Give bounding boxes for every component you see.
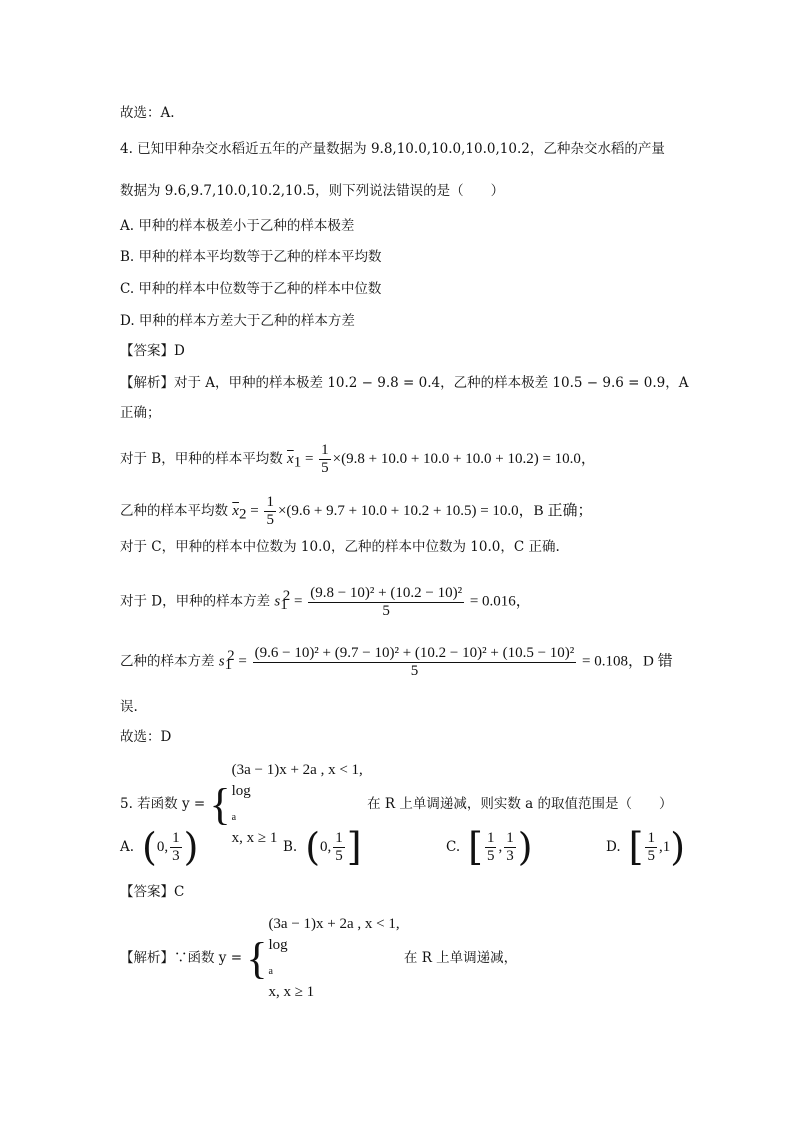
text: 5. 若函数 y =: [120, 796, 210, 812]
question-4-stem: 4. 已知甲种杂交水稻近五年的产量数据为 9.8,10.0,10.0,10.0,10.2，乙种杂交水稻的产量: [120, 141, 665, 157]
upper-bound: 1: [662, 838, 671, 855]
text: 乙种的样本平均数: [120, 503, 233, 519]
lower-bound: 0,: [156, 838, 169, 855]
equals: =: [246, 503, 263, 519]
text: 对于 B，甲种的样本平均数: [120, 451, 288, 467]
option-b: B. 甲种的样本平均数等于乙种的样本平均数: [120, 249, 382, 265]
right-bracket: ): [670, 825, 686, 869]
fraction: [319, 443, 331, 476]
equals: =: [290, 593, 307, 610]
log-base: a: [268, 966, 273, 977]
brace-icon: {: [209, 779, 231, 829]
expression: = 0.108，D 错: [578, 653, 673, 670]
denominator: 5: [266, 512, 274, 528]
piecewise-rows: [268, 914, 399, 1003]
left-bracket: (: [142, 825, 157, 869]
numerator: 1: [506, 829, 514, 846]
upper-bound: [170, 831, 182, 864]
denominator: 3: [172, 847, 180, 864]
numerator: 1: [266, 494, 274, 510]
variance-subscript: 1: [280, 597, 288, 614]
q5-option-c: [446, 825, 533, 869]
left-bracket: (: [305, 825, 321, 869]
piece-1: (3a − 1)x + 2a , x < 1,: [268, 916, 400, 932]
numerator: 1: [321, 442, 329, 458]
explanation-b-mean-1: [120, 442, 596, 480]
numerator: 1: [172, 829, 180, 846]
variance-superscript: 2: [282, 588, 291, 604]
equals: =: [234, 653, 251, 670]
mean-subscript: 1: [293, 454, 302, 471]
text: 在 R 上单调递减，: [403, 950, 518, 966]
text: 在 R 上单调递减，则实数 a 的取值范围是（ ）: [367, 796, 673, 812]
variance-superscript: 2: [227, 648, 235, 664]
upper-bound: [333, 831, 345, 864]
denominator: 5: [486, 847, 495, 864]
explanation-a-continued: 正确；: [120, 405, 161, 421]
text: 对于 D，甲种的样本方差: [120, 593, 275, 610]
final-answer-4: 故选：D: [120, 729, 172, 745]
question-4-stem-continued: 数据为 9.6,9.7,10.0,10.2,10.5，则下列说法错误的是（ ）: [120, 183, 505, 199]
explanation-b-mean-2: [120, 494, 592, 532]
explanation-d-variance-1: [120, 578, 531, 623]
option-d: D. 甲种的样本方差大于乙种的样本方差: [120, 313, 355, 329]
log-base: a: [231, 812, 237, 823]
right-bracket: ): [183, 825, 199, 869]
denominator: 5: [647, 847, 655, 864]
option-label: A.: [120, 839, 135, 855]
option-c: C. 甲种的样本中位数等于乙种的样本中位数: [120, 281, 382, 297]
variance-subscript: 1: [224, 657, 233, 674]
denominator: 5: [382, 602, 390, 619]
numerator: 1: [486, 829, 495, 846]
numerator: 1: [647, 829, 655, 846]
lower-bound: 0,: [320, 838, 332, 855]
option-label: D.: [606, 839, 621, 855]
piece-2-rest: x, x ≥ 1: [268, 984, 315, 1000]
left-bracket: [: [468, 825, 483, 869]
explanation-d-continued: 误.: [120, 699, 138, 715]
text: 乙种的样本方差: [120, 653, 219, 670]
explanation-c: 对于 C，甲种的样本中位数为 10.0，乙种的样本中位数为 10.0，C 正确.: [120, 539, 560, 555]
denominator: 3: [506, 847, 514, 864]
expression: ×(9.6 + 9.7 + 10.0 + 10.2 + 10.5) = 10.0，B 正确；: [277, 503, 593, 519]
answer-label-4: 【答案】D: [120, 343, 185, 359]
fraction: [264, 495, 276, 528]
piece-2-rest: x, x ≥ 1: [231, 830, 278, 846]
numerator: (9.8 − 10)² + (10.2 − 10)²: [310, 584, 463, 601]
q5-option-d: [606, 825, 686, 869]
explanation-d-variance-2: [120, 638, 673, 683]
q5-option-a: [120, 825, 199, 869]
log-text: log: [231, 783, 251, 799]
expression: ×(9.8 + 10.0 + 10.0 + 10.0 + 10.2) = 10.0，: [332, 451, 596, 467]
answer-label-5: 【答案】C: [120, 884, 185, 900]
denominator: 5: [321, 460, 329, 476]
piece-1: (3a − 1)x + 2a , x < 1,: [231, 762, 363, 778]
log-text: log: [268, 937, 288, 953]
prior-answer-line: 故选：A.: [120, 105, 175, 121]
variance-symbol: s: [274, 593, 281, 610]
numerator: 1: [335, 829, 343, 846]
right-bracket: ]: [346, 825, 362, 869]
lower-bound: [645, 831, 657, 864]
explanation-5: [120, 914, 517, 1003]
piece-2: [268, 935, 399, 1003]
lower-bound: [485, 831, 497, 864]
mean-symbol: $\overline{x}$: [232, 503, 239, 519]
separator: ,: [658, 838, 663, 855]
option-a: A. 甲种的样本极差小于乙种的样本极差: [120, 218, 355, 234]
expression: = 0.016，: [466, 593, 531, 610]
mean-symbol: $\overline{x}$: [287, 451, 294, 467]
brace-icon: {: [246, 933, 268, 983]
q5-option-b: [283, 825, 362, 869]
separator: ,: [498, 838, 503, 855]
variance-symbol: s: [218, 653, 225, 670]
right-bracket: ): [517, 825, 533, 869]
left-bracket: [: [628, 825, 644, 869]
denominator: 5: [335, 847, 343, 864]
numerator: (9.6 − 10)² + (9.7 − 10)² + (10.2 − 10)² + (10.5 − 10)²: [254, 644, 575, 661]
text: 【解析】∵函数 y =: [120, 950, 247, 966]
question-5-stem: [120, 760, 672, 849]
option-label: B.: [283, 839, 298, 855]
option-label: C.: [446, 839, 461, 855]
denominator: 5: [410, 662, 419, 679]
piecewise-function: [246, 914, 399, 1003]
fraction: [253, 646, 577, 679]
explanation-a: 【解析】对于 A，甲种的样本极差 10.2 − 9.8 = 0.4，乙种的样本极差 10.5 − 9.6 = 0.9，A: [120, 375, 689, 391]
equals: =: [301, 451, 318, 467]
mean-subscript: 2: [238, 506, 247, 523]
upper-bound: [504, 831, 516, 864]
fraction: [308, 586, 464, 619]
